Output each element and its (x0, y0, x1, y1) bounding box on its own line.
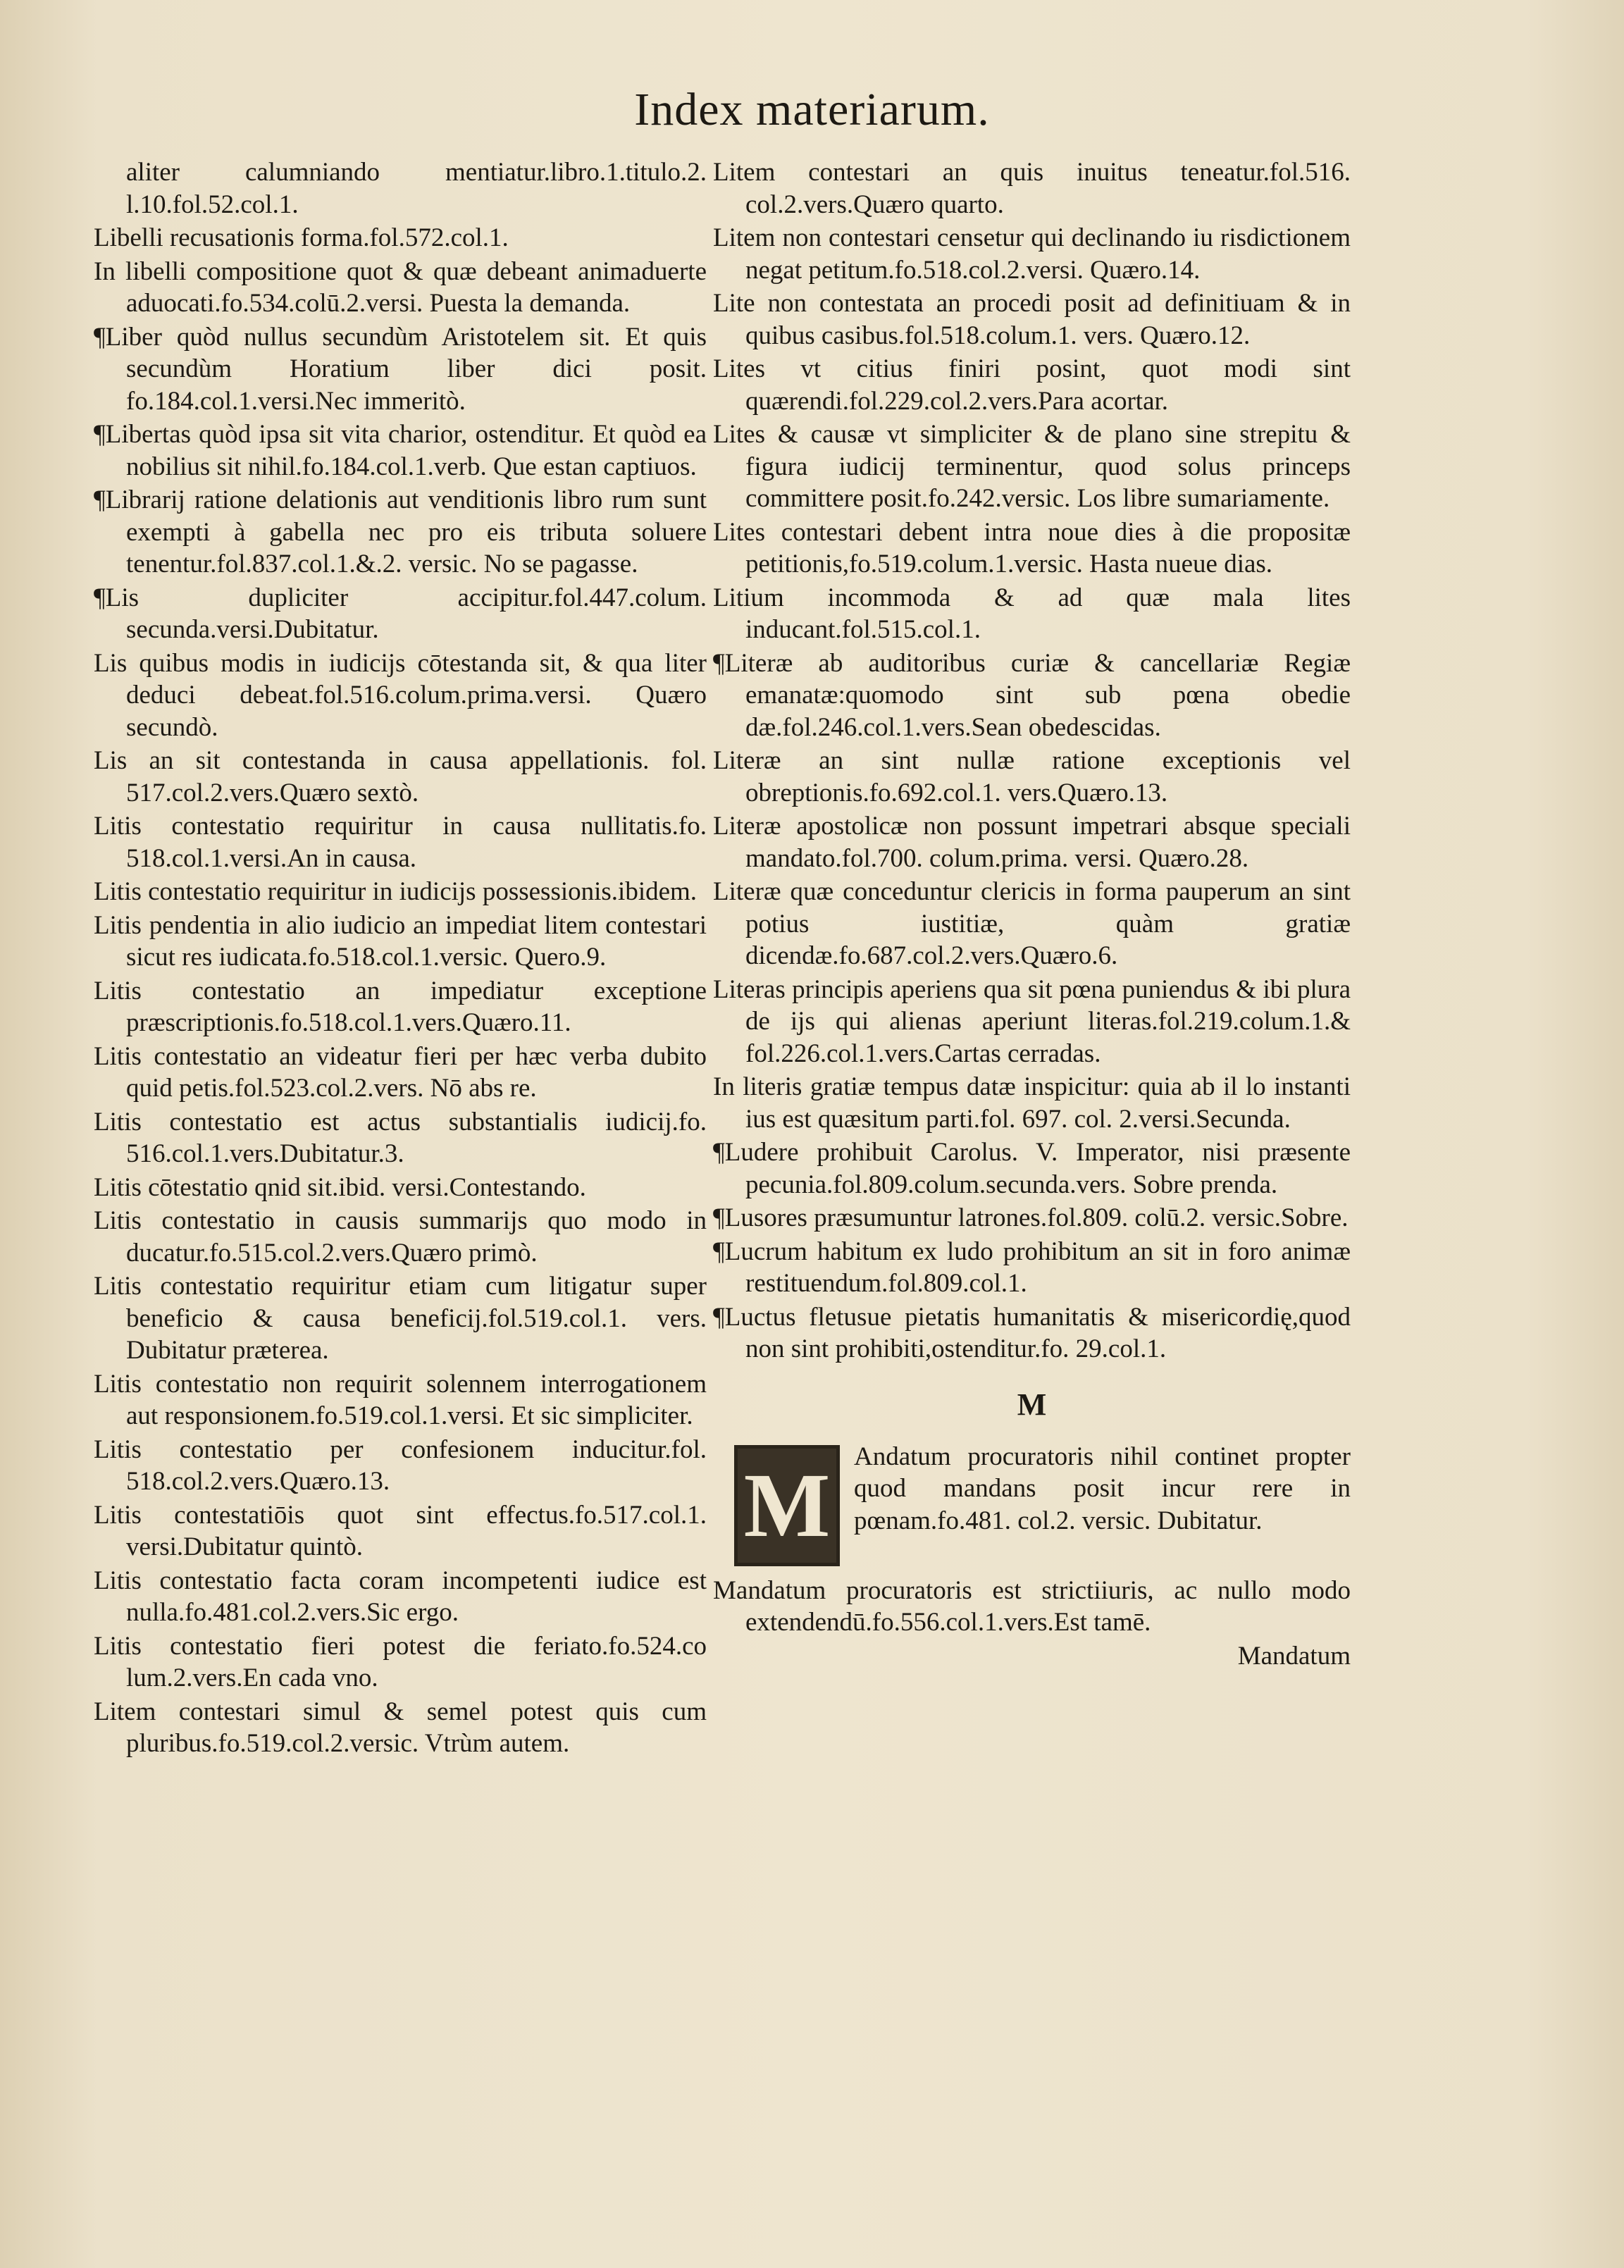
index-entry: Literæ apostolicæ non possunt impetrari absque speciali mandato.fol.700. colum.prima. versi. Quæro.28. (713, 812, 1351, 873)
index-entry: ¶Lis dupliciter accipitur.fol.447.colum. secunda.versi.Dubitatur. (94, 583, 707, 644)
index-entry: Lites contestari debent intra noue dies à die propositæ petitionis,fo.519.colum.1.versic. Hasta nueue dias. (713, 517, 1351, 578)
index-entry: Litis contestatiōis quot sint effectus.fo.517.col.1. versi.Dubitatur quintò. (94, 1500, 707, 1561)
index-entry: Litis contestatio facta coram incompetenti iudice est nulla.fo.481.col.2.vers.Sic ergo. (94, 1566, 707, 1627)
index-entry: ¶Libertas quòd ipsa sit vita charior, ostenditur. Et quòd ea nobilius sit nihil.fo.184.col.1.verb. Que estan captiuos. (94, 420, 707, 481)
index-entry: Litis contestatio requiritur in iudicijs possessionis.ibidem. (94, 877, 698, 906)
right-column (713, 156, 1351, 1672)
catchword: Mandatum (1237, 1641, 1351, 1671)
index-entry: ¶Lucrum habitum ex ludo prohibitum an sit in foro animæ restituendum.fol.809.col.1. (713, 1237, 1351, 1298)
index-entry: Litis contestatio per confesionem inducitur.fol. 518.col.2.vers.Quæro.13. (94, 1434, 707, 1496)
decorated-initial-entry (713, 1441, 1351, 1575)
index-entry: Litem non contestari censetur qui declinando iu risdictionem negat petitum.fo.518.col.2.versi. Quæro.14. (713, 223, 1351, 285)
index-entry: Lites vt citius finiri posint, quot modi sint quærendi.fol.229.col.2.vers.Para acortar. (713, 354, 1351, 416)
index-entry: Libelli recusationis forma.fol.572.col.1. (94, 223, 509, 252)
index-entry: Literæ an sint nullæ ratione exceptionis vel obreptionis.fo.692.col.1. vers.Quæro.13. (713, 746, 1351, 807)
index-entry: Litis cōtestatio qnid sit.ibid. versi.Contestando. (94, 1172, 586, 1202)
index-entry: aliter calumniando mentiatur.libro.1.titulo.2. l.10.fol.52.col.1. (126, 158, 707, 219)
index-entry: In libelli compositione quot & quæ debeant animaduerte aduocati.fo.534.colū.2.versi. Puesta la demanda. (94, 256, 707, 318)
index-entry: Lis an sit contestanda in causa appellationis. fol. 517.col.2.vers.Quæro sextò. (94, 746, 707, 807)
index-entry: ¶Librarij ratione delationis aut venditionis libro rum sunt exempti à gabella nec pro eis tributa soluere tenentur.fol.837.col.1.&.2. versic. No se pagasse. (94, 485, 707, 578)
index-entry: Litem contestari an quis inuitus teneatur.fol.516. col.2.vers.Quæro quarto. (713, 158, 1351, 219)
index-entry: Literas principis aperiens qua sit pœna puniendus & ibi plura de ijs qui alienas aperiunt literas.fol.219.colum.1.& fol.226.col.1.vers.Cartas cerradas. (713, 974, 1351, 1068)
left-column (94, 156, 707, 1761)
index-entry: Litis contestatio est actus substantialis iudicij.fo. 516.col.1.vers.Dubitatur.3. (94, 1107, 707, 1168)
index-entry: Litis contestatio requiritur etiam cum litigatur super beneficio & causa beneficij.fol.519.col.1. vers. Dubitatur præterea. (94, 1272, 707, 1365)
index-entry: Litis contestatio fieri potest die feriato.fo.524.co lum.2.vers.En cada vno. (94, 1631, 707, 1692)
index-entry: Litis pendentia in alio iudicio an impediat litem contestari sicut res iudicata.fo.518.col.1.versic. Quero.9. (94, 910, 707, 972)
index-entry: In literis gratiæ tempus datæ inspicitur: quia ab il lo instanti ius est quæsitum parti.fol. 697. col. 2.versi.Secunda. (713, 1072, 1351, 1134)
index-entry: ¶Luctus fletusue pietatis humanitatis & misericordię,quod non sint prohibiti,ostenditur.fo. 29.col.1. (713, 1302, 1351, 1363)
index-entry: Litem contestari simul & semel potest quis cum pluribus.fo.519.col.2.versic. Vtrùm autem. (94, 1697, 707, 1758)
index-entry: ¶Lusores præsumuntur latrones.fol.809. colū.2. versic.Sobre. (713, 1203, 1349, 1232)
section-letter: M (1017, 1387, 1047, 1422)
index-entry: Litis contestatio non requirit solennem interrogationem aut responsionem.fo.519.col.1.versi. Et sic simpliciter. (94, 1369, 707, 1430)
index-entry: ¶Liber quòd nullus secundùm Aristotelem sit. Et quis secundùm Horatium liber dici posit. fo.184.col.1.versi.Nec immeritò. (94, 322, 707, 416)
index-entry: ¶Literæ ab auditoribus curiæ & cancellariæ Regiæ emanatæ:quomodo sint sub pœna obedie dæ.fol.246.col.1.vers.Sean obedescidas. (713, 648, 1351, 742)
running-head: Index materiarum. (634, 84, 990, 135)
index-entry: Lite non contestata an procedi posit ad definitiuam & in quibus casibus.fol.518.colum.1. vers. Quæro.12. (713, 289, 1351, 350)
index-entry: Mandatum procuratoris est strictiiuris, ac nullo modo extendendū.fo.556.col.1.vers.Est tamē. (713, 1575, 1351, 1637)
index-entry: Litis contestatio in causis summarijs quo modo in ducatur.fo.515.col.2.vers.Quæro primò. (94, 1206, 707, 1268)
index-entry: Litis contestatio an impediatur exceptione præscriptionis.fo.518.col.1.vers.Quæro.11. (94, 976, 707, 1037)
index-entry: Lis quibus modis in iudicijs cōtestanda sit, & qua liter deduci debeat.fol.516.colum.prima.versi. Quæro secundò. (94, 648, 707, 742)
index-entry: Literæ quæ conceduntur clericis in forma pauperum an sint potius iustitiæ, quàm gratiæ dicendæ.fo.687.col.2.vers.Quæro.6. (713, 877, 1351, 970)
index-entry: Andatum procuratoris nihil continet propter quod mandans posit incur rere in pœnam.fo.481. col.2. versic. Dubitatur. (854, 1442, 1351, 1535)
index-entry: Litis contestatio an videatur fieri per hæc verba dubito quid petis.fol.523.col.2.vers. Nō abs re. (94, 1041, 707, 1103)
index-entry: ¶Ludere prohibuit Carolus. V. Imperator, nisi præsente pecunia.fol.809.colum.secunda.vers. Sobre prenda. (713, 1138, 1351, 1199)
index-entry: Litium incommoda & ad quæ mala lites inducant.fol.515.col.1. (713, 583, 1351, 644)
index-entry: Litis contestatio requiritur in causa nullitatis.fo. 518.col.1.versi.An in causa. (94, 812, 707, 873)
initial-letter: M (743, 1454, 831, 1556)
index-entry: Lites & causæ vt simpliciter & de plano sine strepitu & figura iudicij terminentur, quod solus princeps committere posit.fo.242.versic. Los libre sumariamente. (713, 420, 1351, 513)
decorated-initial (734, 1445, 840, 1566)
